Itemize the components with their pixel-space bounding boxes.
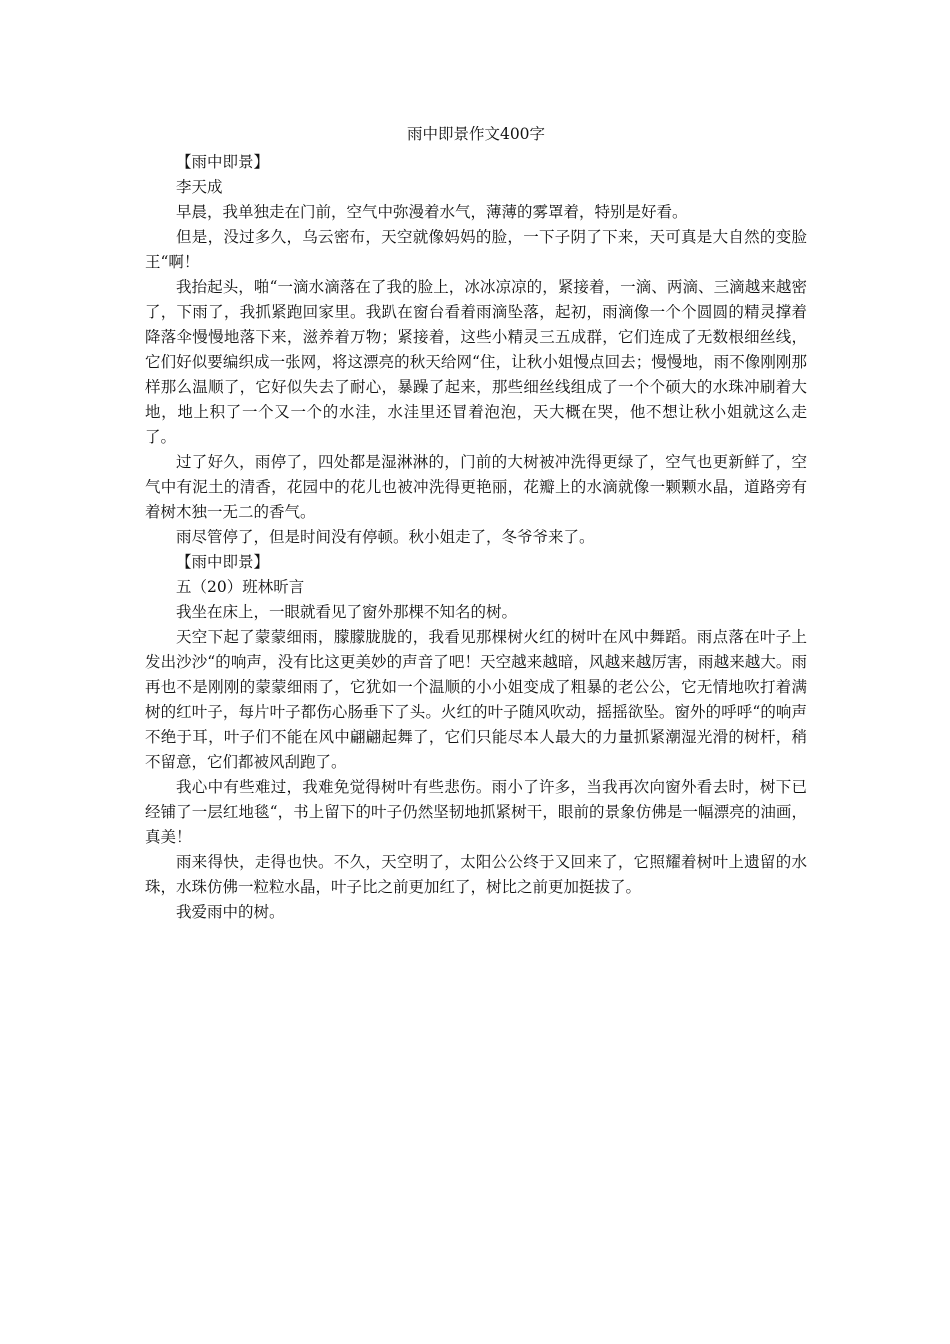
paragraph: 过了好久，雨停了，四处都是湿淋淋的，门前的大树被冲洗得更绿了，空气也更新鲜了，空气中有泥土的清香，花园中的花儿也被冲洗得更艳丽，花瓣上的水滴就像一颗颗水晶，道路旁有着树木独一无二的香气。: [145, 453, 807, 521]
paragraph: 天空下起了蒙蒙细雨，朦朦胧胧的，我看见那棵树火红的树叶在风中舞蹈。雨点落在叶子上发出沙沙“的响声，没有比这更美妙的声音了吧！天空越来越暗，风越来越厉害，雨越来越大。雨再也不是刚刚的蒙蒙细雨了，它犹如一个温顺的小小姐变成了粗暴的老公公，它无情地吹打着满树的红叶子，每片叶子都伤心肠垂下了头。火红的叶子随风吹动，摇摇欲坠。窗外的呼呼“的响声不绝于耳，叶子们不能在风中翩翩起舞了，它们只能尽本人最大的力量抓紧潮湿光滑的树杆，稍不留意，它们都被风刮跑了。: [145, 628, 807, 771]
author-2: 五（20）班林昕言: [176, 578, 305, 596]
paragraph: 我坐在床上，一眼就看见了窗外那棵不知名的树。: [176, 603, 518, 621]
paragraph: 雨来得快，走得也快。不久，天空明了，太阳公公终于又回来了，它照耀着树叶上遗留的水珠，水珠仿佛一粒粒水晶，叶子比之前更加红了，树比之前更加挺拔了。: [145, 853, 807, 896]
paragraph: 我心中有些难过，我难免觉得树叶有些悲伤。雨小了许多，当我再次向窗外看去时，树下已经铺了一层红地毯“，书上留下的叶子仍然坚韧地抓紧树干，眼前的景象仿佛是一幅漂亮的油画，真美！: [145, 778, 807, 846]
document-title: 雨中即景作文400字: [406, 125, 546, 143]
author-1: 李天成: [176, 178, 223, 196]
paragraph: 我爱雨中的树。: [176, 903, 285, 921]
paragraph: 雨尽管停了，但是时间没有停顿。秋小姐走了，冬爷爷来了。: [176, 528, 595, 546]
document-body: [145, 122, 807, 925]
paragraph: 但是，没过多久，乌云密布，天空就像妈妈的脸，一下子阴了下来，天可真是大自然的变脸王“啊！: [145, 228, 807, 271]
paragraph: 早晨，我单独走在门前，空气中弥漫着水气，薄薄的雾罩着，特别是好看。: [176, 203, 688, 221]
section-heading-1: 【雨中即景】: [176, 153, 270, 171]
paragraph: 我抬起头，啪“一滴水滴落在了我的脸上，冰冰凉凉的，紧接着，一滴、两滴、三滴越来越密了，下雨了，我抓紧跑回家里。我趴在窗台看着雨滴坠落，起初，雨滴像一个个圆圆的精灵撑着降落伞慢慢地落下来，滋养着万物；紧接着，这些小精灵三五成群，它们连成了无数根细丝线，它们好似要编织成一张网，将这漂亮的秋天给网“住，让秋小姐慢点回去；慢慢地，雨不像刚刚那样那么温顺了，它好似失去了耐心，暴躁了起来，那些细丝线组成了一个个硕大的水珠冲刷着大地，地上积了一个又一个的水洼，水洼里还冒着泡泡，天大概在哭，他不想让秋小姐就这么走了。: [145, 278, 807, 446]
section-heading-2: 【雨中即景】: [176, 553, 270, 571]
